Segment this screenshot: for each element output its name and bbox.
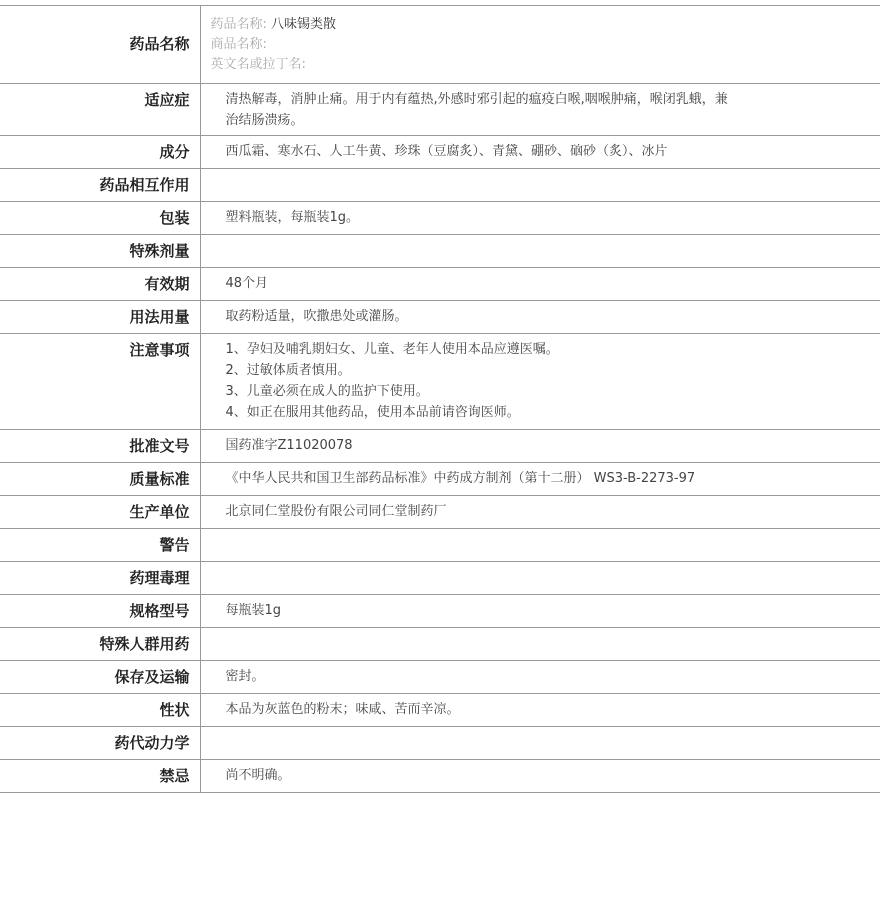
ingredients-row — [0, 136, 880, 169]
special-dosage-row — [0, 235, 880, 268]
precaution-item-1: 1、孕妇及哺乳期妇女、儿童、老年人使用本品应遵医嘱。 — [225, 342, 559, 357]
special-population-row — [0, 628, 880, 661]
indications-line-1: 清热解毒，消肿止痛。用于内有蕴热,外感时邪引起的瘟疫白喉,咽喉肿痛，喉闭乳蛾，兼 — [225, 92, 728, 107]
english-name-key: 英文名或拉丁名: — [210, 57, 306, 72]
shelf-life-row — [0, 268, 880, 301]
shelf-life-value: 48个月 — [225, 276, 269, 291]
storage-value: 密封。 — [225, 669, 265, 684]
contraindications-label: 禁忌 — [0, 760, 200, 793]
usage-row — [0, 301, 880, 334]
contraindications-row — [0, 760, 880, 793]
english-name-line — [211, 55, 871, 75]
usage-label: 用法用量 — [0, 301, 200, 334]
packaging-label: 包装 — [0, 202, 200, 235]
warning-row — [0, 529, 880, 562]
trade-name-key: 商品名称: — [210, 37, 267, 52]
indications-value — [200, 84, 880, 136]
approval-number-label: 批准文号 — [0, 430, 200, 463]
trade-name-line — [211, 35, 871, 55]
generic-name-line — [211, 15, 871, 35]
drug-spec-table — [0, 5, 880, 793]
precautions-row — [0, 334, 880, 430]
warning-label: 警告 — [0, 529, 200, 562]
appearance-row — [0, 694, 880, 727]
precaution-item-3: 3、儿童必须在成人的监护下使用。 — [225, 384, 429, 399]
manufacturer-label: 生产单位 — [0, 496, 200, 529]
special-population-value — [200, 628, 880, 661]
precaution-item-4: 4、如正在服用其他药品，使用本品前请咨询医师。 — [225, 405, 520, 420]
quality-standard-label: 质量标准 — [0, 463, 200, 496]
contraindications-value: 尚不明确。 — [225, 768, 291, 783]
drug-name-row — [0, 6, 880, 84]
packaging-value: 塑料瓶装，每瓶装1g。 — [225, 210, 360, 225]
drug-name-label: 药品名称 — [0, 6, 200, 84]
storage-row — [0, 661, 880, 694]
interactions-value — [200, 169, 880, 202]
indications-row — [0, 84, 880, 136]
packaging-row — [0, 202, 880, 235]
approval-number-row — [0, 430, 880, 463]
ingredients-value: 西瓜霜、寒水石、人工牛黄、珍珠（豆腐炙）、青黛、硼砂、硇砂（炙）、冰片 — [225, 144, 668, 159]
ingredients-label: 成分 — [0, 136, 200, 169]
manufacturer-row — [0, 496, 880, 529]
precautions-value — [200, 334, 880, 430]
appearance-label: 性状 — [0, 694, 200, 727]
special-dosage-label: 特殊剂量 — [0, 235, 200, 268]
warning-value — [200, 529, 880, 562]
appearance-value: 本品为灰蓝色的粉末；味咸、苦而辛凉。 — [225, 702, 460, 717]
indications-line-2: 治结肠溃疡。 — [225, 113, 304, 128]
pharmacology-row — [0, 562, 880, 595]
pharmacokinetics-row — [0, 727, 880, 760]
interactions-row — [0, 169, 880, 202]
usage-value: 取药粉适量，吹撒患处或灌肠。 — [225, 309, 408, 324]
approval-number-value: 国药准字Z11020078 — [225, 438, 353, 453]
pharmacology-label: 药理毒理 — [0, 562, 200, 595]
indications-label: 适应症 — [0, 84, 200, 136]
manufacturer-value: 北京同仁堂股份有限公司同仁堂制药厂 — [225, 504, 447, 519]
generic-name-key: 药品名称: — [210, 17, 267, 32]
special-dosage-value — [200, 235, 880, 268]
interactions-label: 药品相互作用 — [0, 169, 200, 202]
pharmacokinetics-label: 药代动力学 — [0, 727, 200, 760]
precaution-item-2: 2、过敏体质者慎用。 — [225, 363, 351, 378]
special-population-label: 特殊人群用药 — [0, 628, 200, 661]
precautions-label: 注意事项 — [0, 334, 200, 430]
pharmacokinetics-value — [200, 727, 880, 760]
pharmacology-value — [200, 562, 880, 595]
shelf-life-label: 有效期 — [0, 268, 200, 301]
specification-row — [0, 595, 880, 628]
specification-value: 每瓶装1g — [225, 603, 282, 618]
specification-label: 规格型号 — [0, 595, 200, 628]
drug-name-cell — [200, 6, 880, 84]
quality-standard-row — [0, 463, 880, 496]
storage-label: 保存及运输 — [0, 661, 200, 694]
quality-standard-value: 《中华人民共和国卫生部药品标准》中药成方制剂（第十二册） WS3-B-2273-97 — [225, 471, 696, 486]
generic-name-value: 八味锡类散 — [271, 17, 337, 32]
